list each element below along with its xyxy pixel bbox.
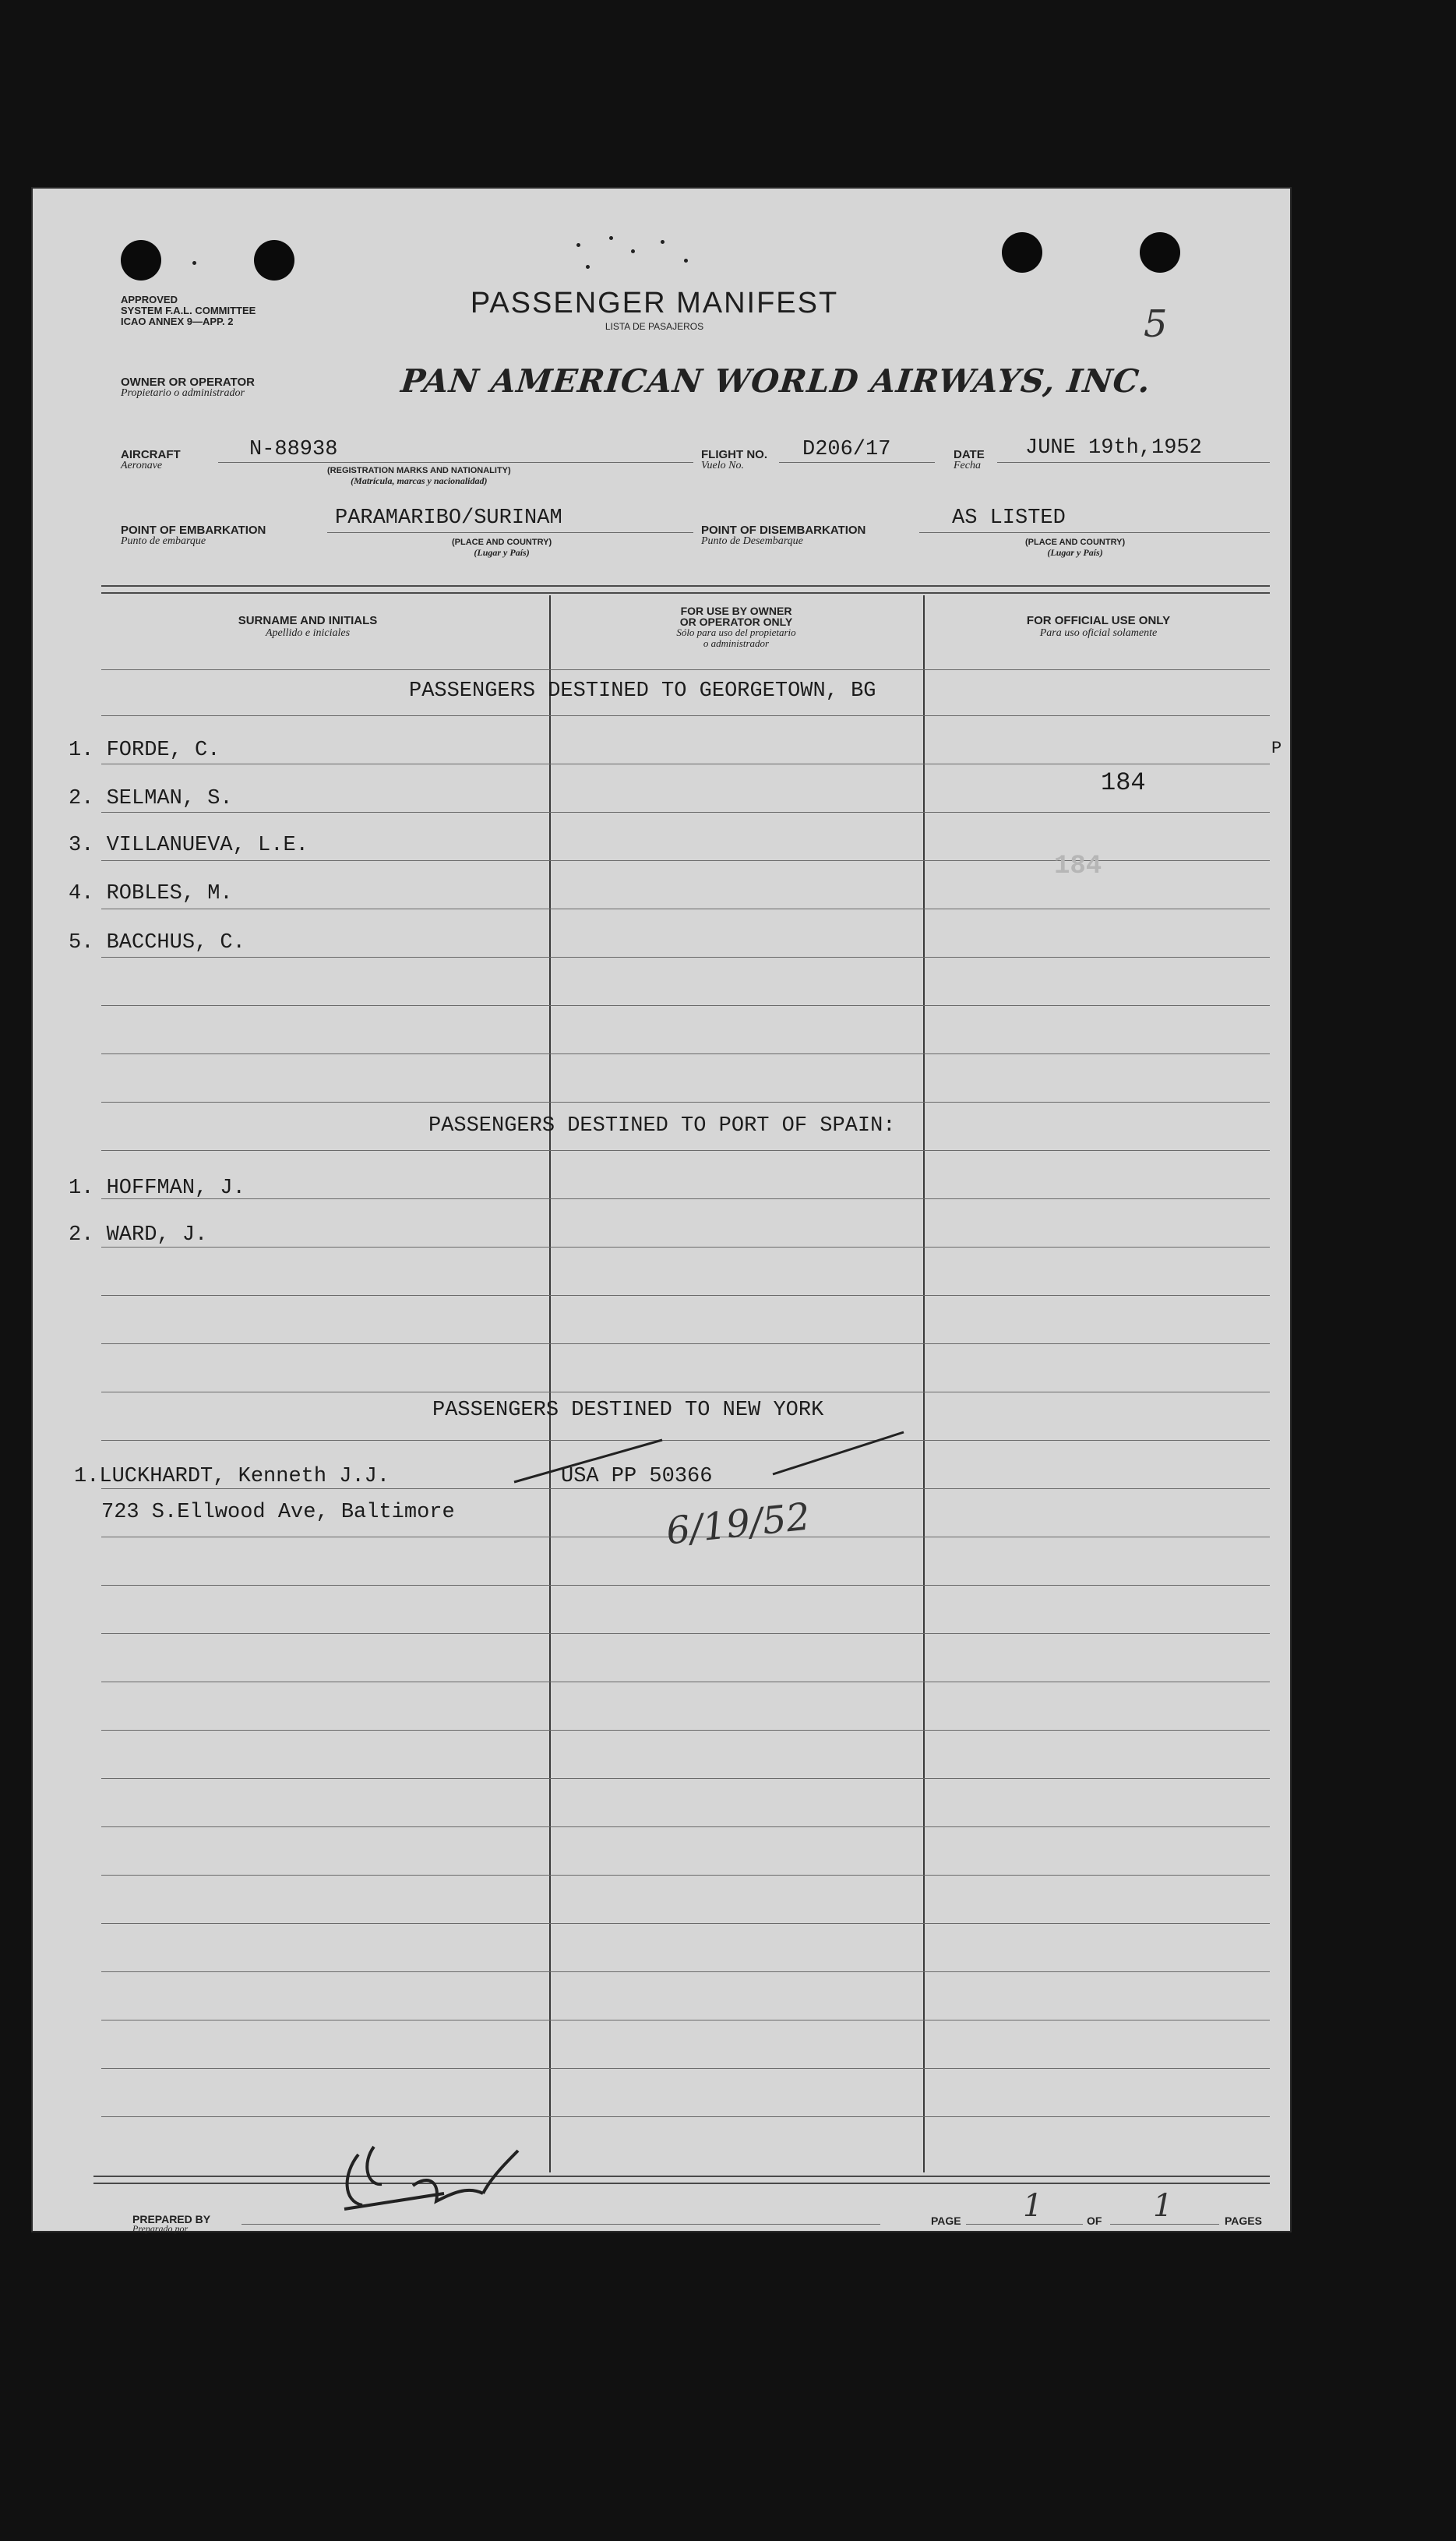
pencil-strokes [499,1418,935,1496]
signature-image [327,2131,530,2232]
passenger-entry: 2. WARD, J. [69,1223,208,1247]
disembark-place-note: (PLACE AND COUNTRY) (Lugar y País) [1025,538,1126,558]
pages-label: PAGES [1225,2215,1262,2227]
ruled-line [101,1150,1270,1151]
ruled-line [101,669,1270,670]
flight-label: FLIGHT NO. Vuelo No. [701,448,767,471]
faded-number: 184 [1054,852,1102,881]
owner-label: OWNER OR OPERATOR Propietario o administrador [121,376,255,399]
section-heading: PASSENGERS DESTINED TO NEW YORK [432,1399,824,1422]
page-label: PAGE [931,2215,961,2227]
ruled-line [101,1730,1270,1731]
section-heading: PASSENGERS DESTINED TO GEORGETOWN, BG [409,679,876,703]
handwritten-date: 6/19/52 [664,1495,813,1554]
column-divider [923,595,925,2172]
owner-column-header: FOR USE BY OWNER OR OPERATOR ONLY Sólo para uso del propietario o administrador [676,605,796,649]
airline-name: PAN AMERICAN WORLD AIRWAYS, INC. [399,362,1153,400]
passport-entry: USA PP 50366 [561,1465,713,1488]
punch-hole [121,240,161,281]
approval-block: APPROVED SYSTEM F.A.L. COMMITTEE ICAO ANNEX 9—APP. 2 [121,294,256,327]
ruled-line [101,2116,1270,2117]
embark-label: POINT OF EMBARKATION Punto de embarque [121,524,266,547]
passenger-address: 723 S.Ellwood Ave, Baltimore [101,1501,455,1524]
passenger-entry: 2. SELMAN, S. [69,787,233,810]
embark-value: PARAMARIBO/SURINAM [335,506,562,530]
form-title: PASSENGER MANIFEST [470,287,839,319]
ruled-line [101,1826,1270,1827]
date-label: DATE Fecha [954,448,985,471]
passenger-entry: 5. BACCHUS, C. [69,931,245,955]
column-divider [549,595,551,2172]
ruled-line [101,1247,1270,1248]
ruled-line [101,1875,1270,1876]
form-title-spanish: LISTA DE PASAJEROS [605,321,704,332]
passenger-entry: 1.LUCKHARDT, Kenneth J.J. [74,1465,390,1488]
ruled-line [101,812,1270,813]
aircraft-label: AIRCRAFT Aeronave [121,448,181,471]
manifest-sheet [31,187,1292,2232]
ruled-line [101,1005,1270,1006]
ruled-line [101,1923,1270,1924]
registration-note: (REGISTRATION MARKS AND NATIONALITY) (Matrícula, marcas y nacionalidad) [327,466,511,486]
name-column-header: SURNAME AND INITIALS Apellido e iniciales [238,614,378,639]
passenger-entry: 4. ROBLES, M. [69,882,233,905]
official-stamp-number: 184 [1101,768,1146,797]
official-column-header: FOR OFFICIAL USE ONLY Para uso oficial solamente [1026,614,1171,639]
ruled-line [101,1633,1270,1634]
ruled-line [101,957,1270,958]
date-value: JUNE 19th,1952 [1025,436,1202,460]
disembark-value: AS LISTED [952,506,1066,530]
ruled-line [101,1102,1270,1103]
ruled-line [101,1778,1270,1779]
ruled-line [101,1585,1270,1586]
prepared-by-label: PREPARED BY Preparado por [132,2213,211,2234]
passenger-entry: 1. FORDE, C. [69,739,220,762]
total-pages-value: 1 [1153,2188,1173,2224]
ruled-line [101,1198,1270,1199]
passenger-entry: 1. HOFFMAN, J. [69,1177,245,1200]
disembark-label: POINT OF DISEMBARKATION Punto de Desembarque [701,524,866,547]
embark-place-note: (PLACE AND COUNTRY) (Lugar y País) [452,538,552,558]
section-heading: PASSENGERS DESTINED TO PORT OF SPAIN: [428,1114,896,1138]
punch-hole [1002,232,1042,273]
official-mark: P [1271,739,1282,758]
ruled-line [101,715,1270,716]
ruled-line [101,2068,1270,2069]
ruled-line [101,1343,1270,1344]
passenger-entry: 3. VILLANUEVA, L.E. [69,834,308,857]
aircraft-value: N-88938 [249,438,338,461]
ruled-line [101,1971,1270,1972]
ruled-line [101,1295,1270,1296]
flight-value: D206/17 [802,438,891,461]
page-value: 1 [1023,2188,1043,2224]
punch-hole [254,240,294,281]
punch-hole [1140,232,1180,273]
ruled-line [101,1053,1270,1054]
of-label: OF [1087,2215,1102,2227]
handwritten-mark: 5 [1144,302,1168,346]
